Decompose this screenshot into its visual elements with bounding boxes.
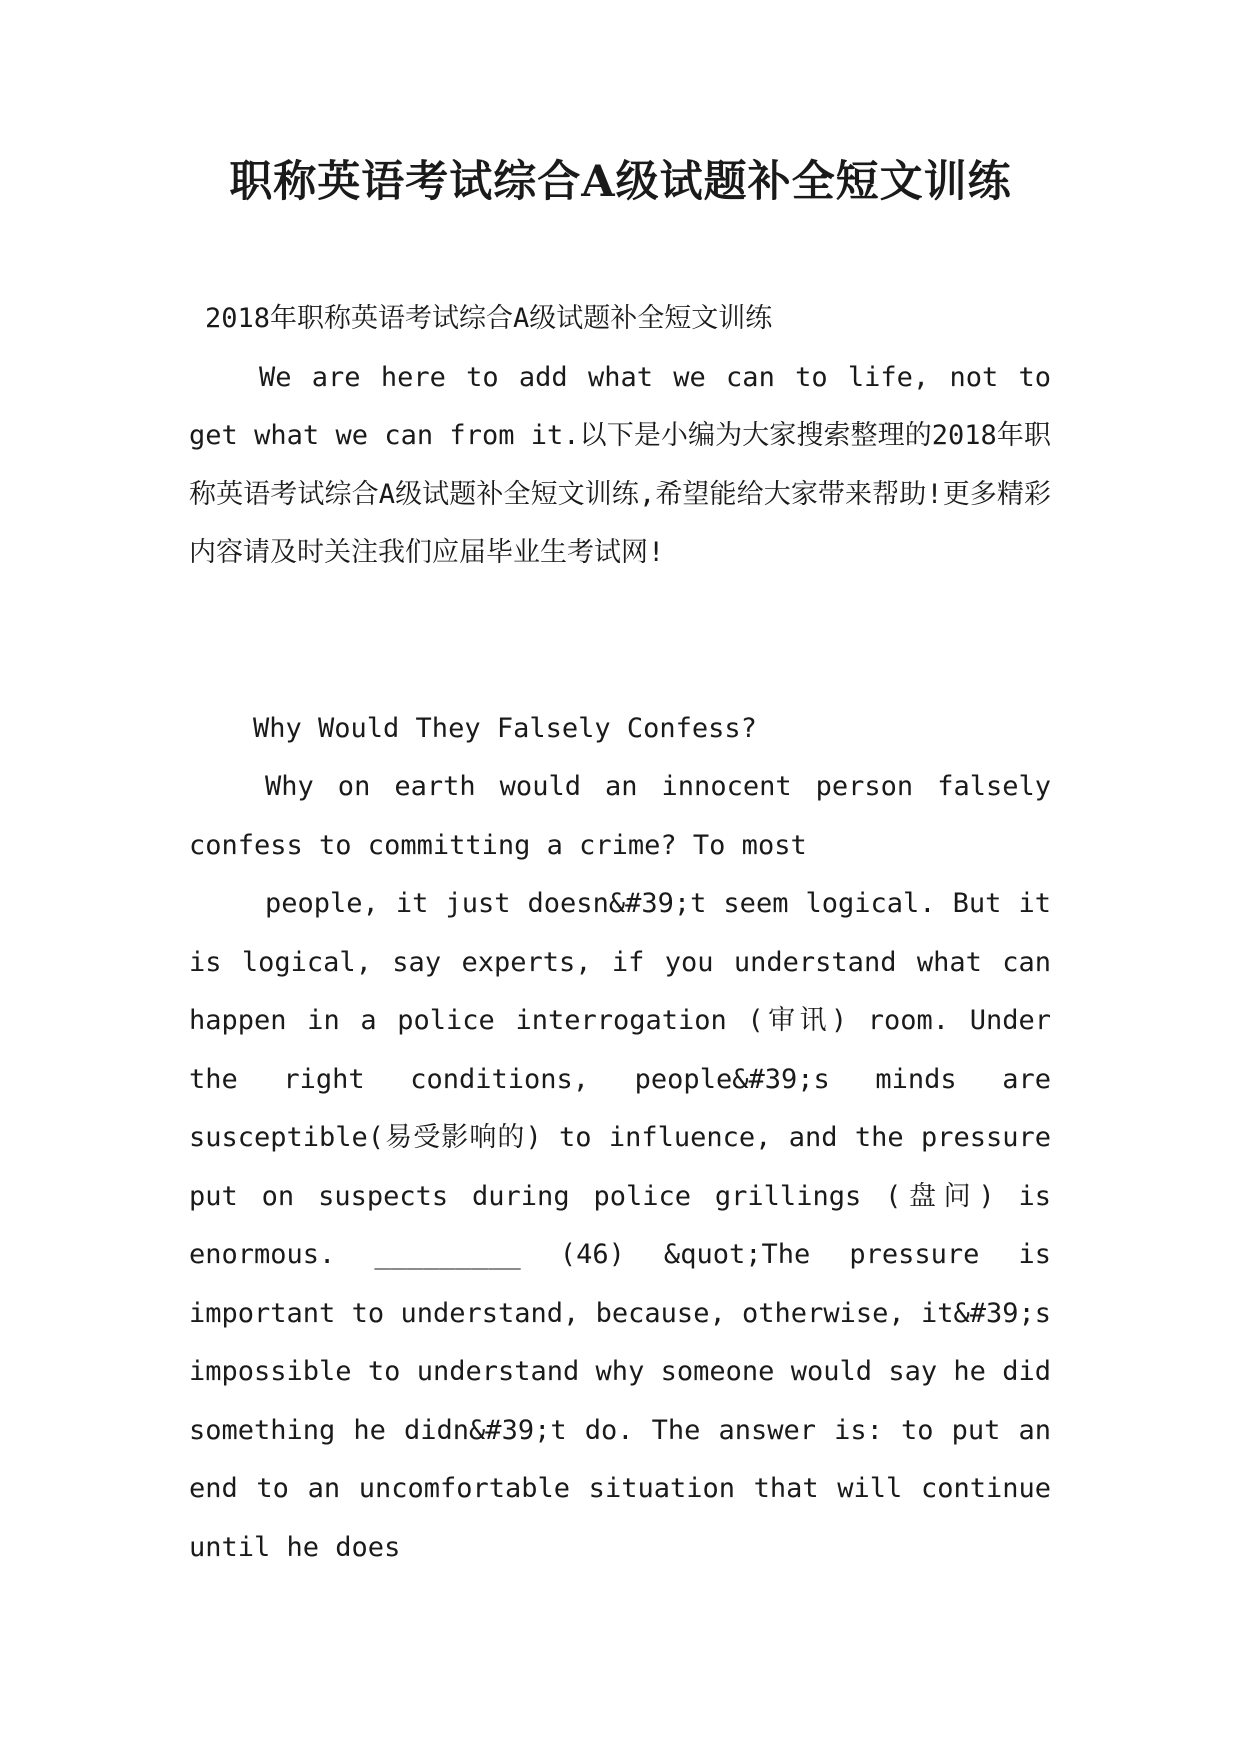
article-paragraph: Why on earth would an innocent person falsely confess to committing a crime? To most — [189, 771, 1051, 861]
article-title: Why Would They Falsely Confess? — [253, 712, 757, 744]
document-body — [189, 290, 1051, 1577]
article-paragraph: people, it just doesn&#39;t seem logical. But it is logical, say experts, if you understand what can happen in a police interrogation (审讯) room. Under the right conditions, people&#39;s minds are susceptible(易受影响的) to influence, and the pressure put on suspects during police grillings (盘问) is enormous. _________ (46) &quot;The pressure is important to understand, because, otherwise, it&#39;s impossible to understand why someone would say he did something he didn&#39;t do. The answer is: to put an end to an uncomfortable situation that will continue until he does — [189, 888, 1051, 1563]
intro-paragraph: We are here to add what we can to life, not to get what we can from it.以下是小编为大家搜索整理的2018年职称英语考试综合A级试题补全短文训练,希望能给大家带来帮助!更多精彩内容请及时关注我们应届毕业生考试网! — [189, 361, 1051, 568]
document-subtitle: 2018年职称英语考试综合A级试题补全短文训练 — [205, 303, 773, 334]
page-title: 职称英语考试综合A级试题补全短文训练 — [229, 157, 1012, 207]
paragraph-gap — [189, 583, 1051, 700]
